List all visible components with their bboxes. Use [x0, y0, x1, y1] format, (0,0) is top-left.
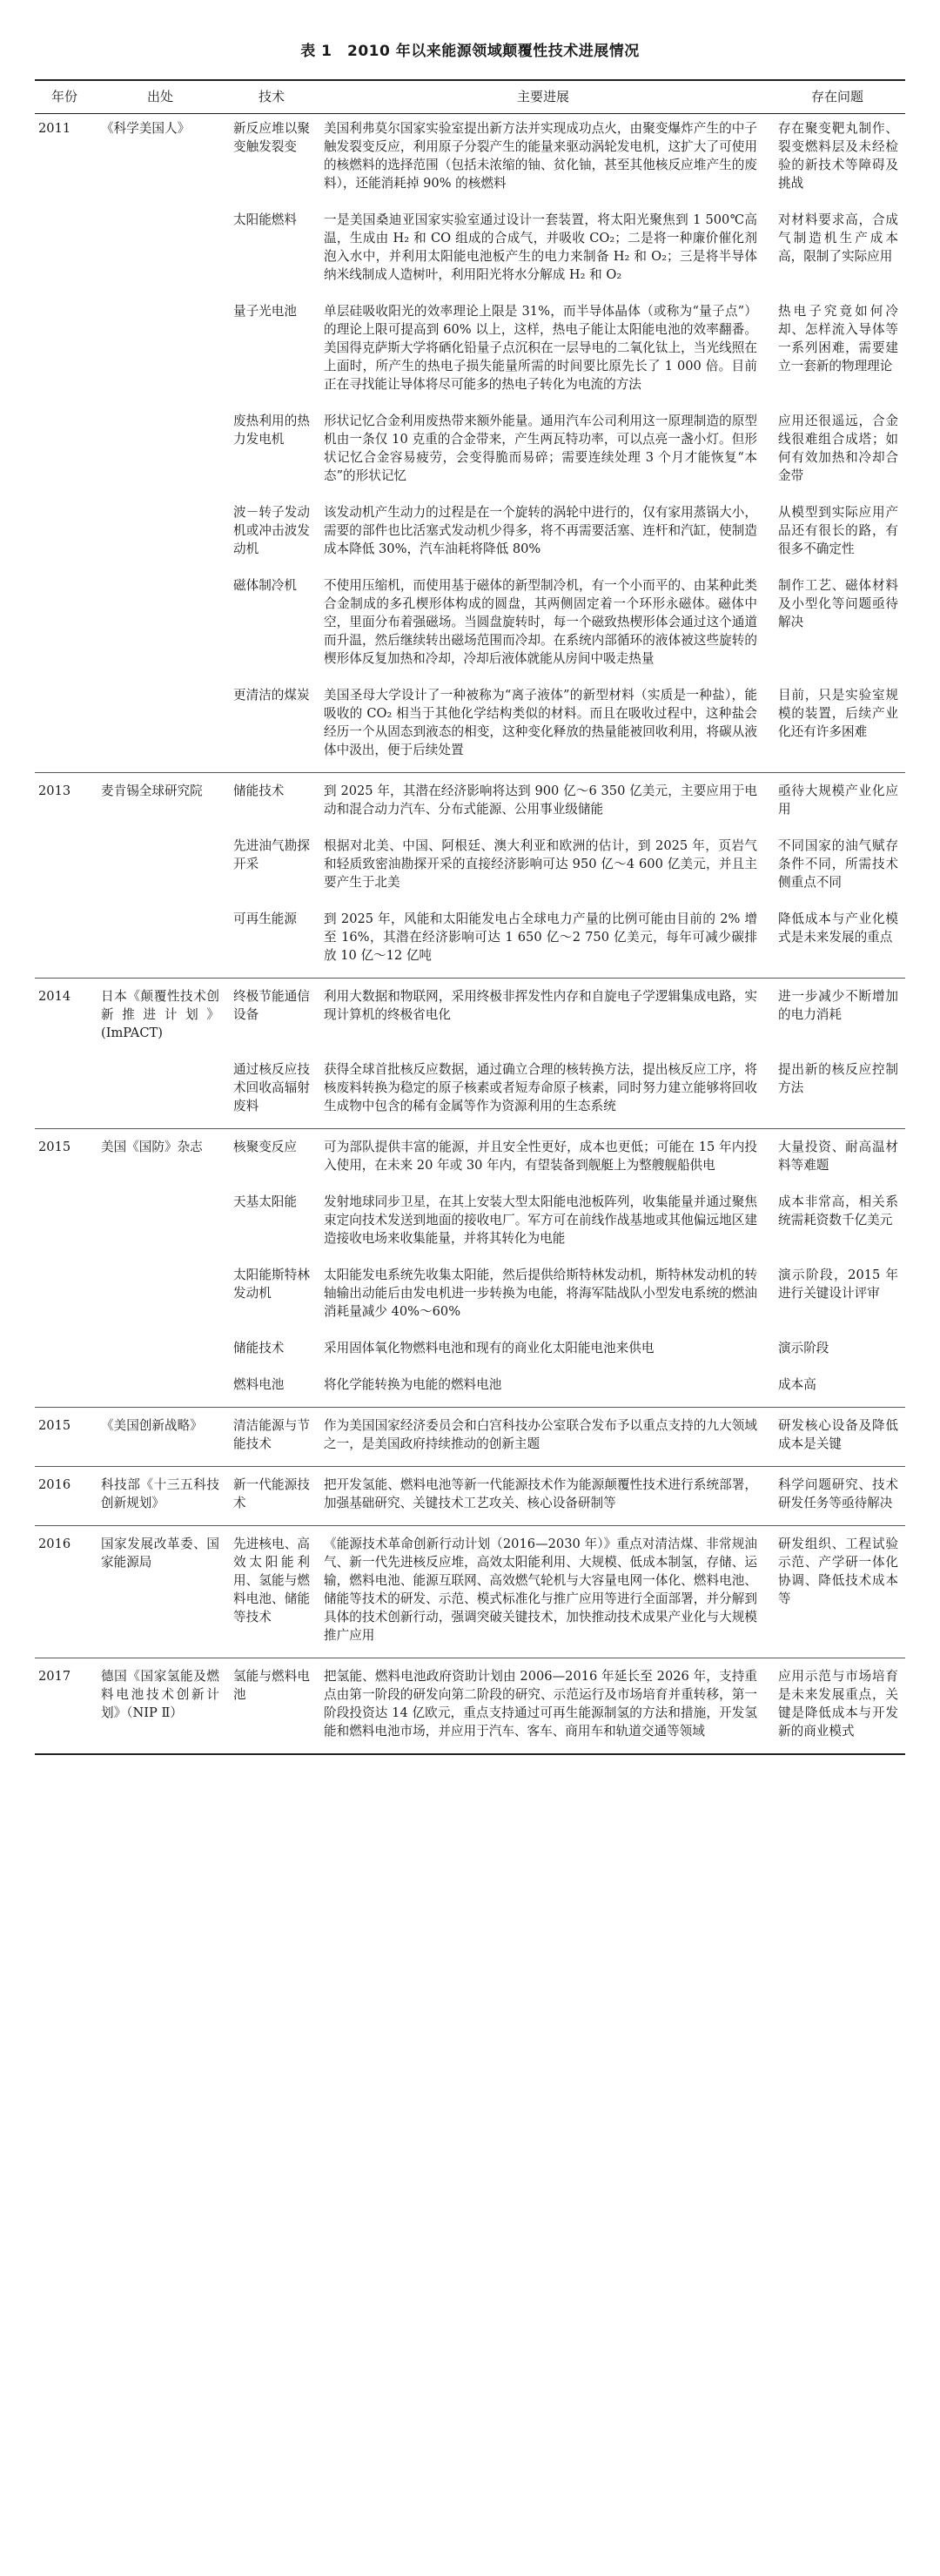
cell-tech: 太阳能燃料 [233, 212, 297, 227]
cell-year [35, 407, 94, 498]
cell-tech: 先进核电、高效太阳能利用、氢能与燃料电池、储能等技术 [226, 1526, 317, 1658]
cell-problem: 演示阶段，2015 年进行关键设计评审 [778, 1268, 898, 1301]
table-row [35, 205, 905, 297]
cell-year [35, 1187, 94, 1261]
cell-problem: 提出新的核反应控制方法 [778, 1062, 898, 1095]
cell-year: 2015 [35, 1129, 94, 1188]
header-problem: 存在问题 [769, 80, 905, 114]
table-row [35, 571, 905, 681]
cell-source [94, 1187, 226, 1261]
cell-year: 2016 [35, 1467, 94, 1526]
table-row [35, 114, 905, 206]
cell-progress: 美国圣母大学设计了一种被称为“离子液体”的新型材料（实质是一种盐），能吸收的 CO₂ 相当于其他化学结构类似的材料。而且在吸收过程中，这种盐会经历一个从固态到液态的相变，这种变化释放的热量能被回收利用，将碳从液体中汲出，便于后续处置 [324, 688, 757, 757]
cell-progress: 采用固体氧化物燃料电池和现有的商业化太阳能电池来供电 [324, 1341, 655, 1355]
cell-source: 科技部《十三五科技创新规划》 [94, 1467, 226, 1526]
cell-tech: 量子光电池 [233, 304, 297, 319]
table-row [35, 1467, 905, 1526]
cell-problem: 热电子究竟如何冷却、怎样流入导体等一系列困难，需要建立一套新的物理理论 [778, 304, 898, 373]
cell-problem: 目前，只是实验室规模的装置，后续产业化还有许多困难 [778, 688, 898, 739]
cell-year [35, 1370, 94, 1408]
cell-year [35, 205, 94, 297]
cell-problem: 制作工艺、磁体材料及小型化等问题亟待解决 [778, 578, 898, 629]
cell-progress: 形状记忆合金利用废热带来额外能量。通用汽车公司利用这一原理制造的原型机由一条仅 10 克重的合金带来，产生两瓦特功率，可以点亮一盏小灯。但形状记忆合金容易疲劳，会变得脆而易碎；需要连续处理 3 个月才能恢复“本态”的形状记忆 [324, 414, 757, 483]
cell-problem: 进一步减少不断增加的电力消耗 [769, 979, 905, 1056]
cell-progress: 把开发氢能、燃料电池等新一代能源技术作为能源颠覆性技术进行系统部署，加强基础研究、关键技术工艺攻关、核心设备研制等 [317, 1467, 769, 1526]
table-row [35, 1334, 905, 1370]
cell-tech: 燃料电池 [233, 1377, 285, 1392]
cell-source [94, 1055, 226, 1129]
cell-progress: 把氢能、燃料电池政府资助计划由 2006—2016 年延长至 2026 年，支持重点由第一阶段的研发向第二阶段的研究、示范运行及市场培育并重转移，第一阶段投资达 14 亿欧元，重点支持通过可再生能源制氢的方法和措施，开发氢能和燃料电池市场，并应用于汽车、客车、商用车和轨道交通等领域 [317, 1658, 769, 1755]
cell-year [35, 831, 94, 905]
cell-year [35, 1055, 94, 1129]
cell-tech: 清洁能源与节能技术 [226, 1408, 317, 1467]
cell-tech: 新反应堆以聚变触发裂变 [233, 121, 310, 154]
cell-source [94, 1370, 226, 1408]
table-row [35, 1370, 905, 1408]
cell-problem: 应用还很遥远，合金线很难组合成塔；如何有效加热和冷却合金带 [778, 414, 898, 483]
cell-problem: 从模型到实际应用产品还有很长的路，有很多不确定性 [778, 505, 898, 556]
cell-tech: 储能技术 [233, 1341, 285, 1355]
table-row [35, 407, 905, 498]
cell-problem: 研发组织、工程试验示范、产学研一体化协调、降低技术成本等 [769, 1526, 905, 1658]
cell-progress: 获得全球首批核反应数据，通过确立合理的核转换方法，提出核反应工序，将核废料转换为稳定的原子核素或者短寿命原子核素，同时努力建立能够将回收生成物中包含的稀有金属等作为资源利用的生态系统 [324, 1062, 757, 1113]
cell-year: 2014 [35, 979, 94, 1056]
cell-year: 2017 [35, 1658, 94, 1755]
cell-progress: 到 2025 年，其潜在经济影响将达到 900 亿～6 350 亿美元，主要应用于电动和混合动力汽车、分布式能源、公用事业级储能 [317, 773, 769, 832]
cell-progress: 将化学能转换为电能的燃料电池 [324, 1377, 502, 1392]
cell-progress: 美国利弗莫尔国家实验室提出新方法并实现成功点火，由聚变爆炸产生的中子触发裂变反应，利用原子分裂产生的能量来驱动涡轮发电机，这扩大了可使用的核燃料的选择范围（包括未浓缩的铀、贫化铀，甚至其他核反应堆产生的废料），还能消耗掉 90% 的核燃料 [324, 121, 757, 191]
cell-tech: 废热利用的热力发电机 [233, 414, 310, 447]
cell-source [94, 1334, 226, 1370]
cell-year [35, 1261, 94, 1334]
cell-tech: 更清洁的煤炭 [233, 688, 310, 703]
cell-progress: 根据对北美、中国、阿根廷、澳大利亚和欧洲的估计，到 2025 年，页岩气和轻质致密油勘探开采的直接经济影响可达 950 亿～4 600 亿美元，并且主要产生于北美 [324, 838, 757, 890]
cell-problem: 成本非常高，相关系统需耗资数千亿美元 [778, 1194, 898, 1227]
cell-progress: 一是美国桑迪亚国家实验室通过设计一套装置，将太阳光聚焦到 1 500℃高温，生成由 H₂ 和 CO 组成的合成气，并吸收 CO₂；二是将一种廉价催化剂泡入水中，并利用太阳能电池板产生的电力来制备 H₂ 和 O₂；三是将半导体纳米线制成人造树叶，利用阳光将水分解成 H₂ 和 O₂ [324, 212, 757, 282]
table-row [35, 1261, 905, 1334]
table-row [35, 979, 905, 1056]
cell-problem: 科学问题研究、技术研发任务等亟待解决 [769, 1467, 905, 1526]
table-row [35, 297, 905, 407]
table-row [35, 1408, 905, 1467]
cell-source [94, 407, 226, 498]
cell-tech: 太阳能斯特林发动机 [233, 1268, 310, 1301]
cell-progress: 不使用压缩机，而使用基于磁体的新型制冷机，有一个小而平的、由某种此类合金制成的多孔楔形体构成的圆盘，其两侧固定着一个环形永磁体。磁体中空，里面分布着强磁场。当圆盘旋转时，每一个磁致热楔形体会通过这个通道而升温，然后继续转出磁场范围而冷却。在系统内部循环的液体被这些旋转的楔形体反复加热和冷却，冷却后液体就能从房间中吸走热量 [324, 578, 757, 666]
table-row [35, 831, 905, 905]
cell-progress: 可为部队提供丰富的能源，并且安全性更好，成本也更低；可能在 15 年内投入使用，在未来 20 年或 30 年内，有望装备到舰艇上为整艘舰船供电 [317, 1129, 769, 1188]
cell-year [35, 1334, 94, 1370]
cell-problem: 演示阶段 [778, 1341, 829, 1355]
cell-source [94, 498, 226, 571]
cell-source: 德国《国家氢能及燃料电池技术创新计划》（NIP Ⅱ） [94, 1658, 226, 1755]
table-row [35, 1129, 905, 1188]
cell-year [35, 297, 94, 407]
cell-source: 国家发展改革委、国家能源局 [94, 1526, 226, 1658]
table-caption: 表 1 2010 年以来能源领域颠覆性技术进展情况 [300, 43, 640, 60]
cell-source [94, 831, 226, 905]
cell-year [35, 681, 94, 773]
cell-progress: 太阳能发电系统先收集太阳能，然后提供给斯特林发动机，斯特林发动机的转轴输出动能后由发电机进一步转换为电能，将海军陆战队小型发电系统的燃油消耗量减少 40%～60% [324, 1268, 757, 1319]
cell-progress: 利用大数据和物联网，采用终极非挥发性内存和自旋电子学逻辑集成电路，实现计算机的终极省电化 [317, 979, 769, 1056]
cell-tech: 天基太阳能 [233, 1194, 297, 1209]
cell-tech: 核聚变反应 [226, 1129, 317, 1188]
cell-problem: 存在聚变靶丸制作、裂变燃料层及未经检验的新技术等障碍及挑战 [778, 121, 898, 191]
cell-source: 《美国创新战略》 [94, 1408, 226, 1467]
cell-source [94, 905, 226, 979]
table-row [35, 1055, 905, 1129]
cell-problem: 研发核心设备及降低成本是关键 [769, 1408, 905, 1467]
cell-source: 麦肯锡全球研究院 [94, 773, 226, 832]
table-header-row [35, 80, 905, 114]
header-source: 出处 [94, 80, 226, 114]
table-row [35, 773, 905, 832]
cell-tech: 磁体制冷机 [233, 578, 297, 593]
table-row [35, 1187, 905, 1261]
cell-tech: 新一代能源技术 [226, 1467, 317, 1526]
cell-problem: 亟待大规模产业化应用 [769, 773, 905, 832]
table-row [35, 1658, 905, 1755]
cell-tech: 储能技术 [226, 773, 317, 832]
cell-tech: 终极节能通信设备 [226, 979, 317, 1056]
cell-source [94, 1261, 226, 1334]
cell-progress: 作为美国国家经济委员会和白宫科技办公室联合发布予以重点支持的九大领域之一，是美国政府持续推动的创新主题 [317, 1408, 769, 1467]
cell-year: 2015 [35, 1408, 94, 1467]
cell-progress: 到 2025 年，风能和太阳能发电占全球电力产量的比例可能由目前的 2% 增至 16%，其潜在经济影响可达 1 650 亿～2 750 亿美元，每年可减少碳排放 10 亿～12 亿吨 [324, 911, 757, 963]
cell-source: 《科学美国人》 [101, 121, 191, 136]
cell-year: 2016 [35, 1526, 94, 1658]
cell-tech: 氢能与燃料电池 [226, 1658, 317, 1755]
cell-year: 2013 [35, 773, 94, 832]
cell-source [94, 297, 226, 407]
cell-source [94, 571, 226, 681]
table-row [35, 498, 905, 571]
header-tech: 技术 [226, 80, 317, 114]
cell-year [35, 905, 94, 979]
cell-progress: 发射地球同步卫星，在其上安装大型太阳能电池板阵列，收集能量并通过聚焦束定向技术发送到地面的接收电厂。军方可在前线作战基地或其他偏远地区建造接收电场来收集能量，并将其转化为电能 [324, 1194, 757, 1246]
cell-problem: 成本高 [778, 1377, 816, 1392]
cell-source [94, 681, 226, 773]
cell-year [35, 498, 94, 571]
cell-year: 2011 [38, 121, 71, 136]
cell-tech: 波－转子发动机或冲击波发动机 [233, 505, 310, 556]
cell-source: 美国《国防》杂志 [94, 1129, 226, 1188]
cell-source [94, 205, 226, 297]
cell-problem: 应用示范与市场培育是未来发展重点，关键是降低成本与开发新的商业模式 [769, 1658, 905, 1755]
header-year: 年份 [35, 80, 94, 114]
cell-progress: 该发动机产生动力的过程是在一个旋转的涡轮中进行的，仅有家用蒸锅大小，需要的部件也比活塞式发动机少得多，将不再需要活塞、连杆和汽缸，使制造成本降低 30%，汽车油耗将降低 80% [324, 505, 757, 556]
cell-progress: 《能源技术革命创新行动计划（2016—2030 年）》重点对清洁煤、非常规油气、新一代先进核反应堆，高效太阳能利用、大规模、低成本制氢，存储、运输，燃料电池、能源互联网、高效燃气轮机与大容量电网一体化、燃料电池、储能等技术的研发、示范、模式标准化与推广应用等进行全面部署，并分解到具体的技术创新行动，强调突破关键技术，加快推动技术成果产业化与大规模推广应用 [317, 1526, 769, 1658]
cell-tech: 通过核反应技术回收高辐射废料 [233, 1062, 310, 1113]
table-row [35, 681, 905, 773]
tech-progress-table [35, 79, 905, 1755]
cell-source: 日本《颠覆性技术创新推进计划》(ImPACT) [94, 979, 226, 1056]
cell-tech: 先进油气勘探开采 [233, 838, 310, 871]
cell-progress: 单层硅吸收阳光的效率理论上限是 31%，而半导体晶体（或称为“量子点”）的理论上限可提高到 60% 以上，这样，热电子能让太阳能电池的效率翻番。美国得克萨斯大学将硒化铅量子点沉积在一层导电的二氧化钛上，当光线照在上面时，所产生的热电子损失能量所需的时间要比原先长了 1 000 倍。目前正在寻找能让导体将尽可能多的热电子转化为电流的方法 [324, 304, 757, 392]
cell-year [35, 571, 94, 681]
cell-tech: 可再生能源 [233, 911, 297, 926]
table-body [35, 114, 905, 1755]
cell-problem: 大量投资、耐高温材料等难题 [769, 1129, 905, 1188]
table-row [35, 1526, 905, 1658]
table-row [35, 905, 905, 979]
cell-problem: 不同国家的油气赋存条件不同，所需技术侧重点不同 [778, 838, 898, 890]
header-progress: 主要进展 [317, 80, 769, 114]
cell-problem: 降低成本与产业化模式是未来发展的重点 [778, 911, 898, 945]
cell-problem: 对材料要求高，合成气制造机生产成本高，限制了实际应用 [778, 212, 898, 264]
